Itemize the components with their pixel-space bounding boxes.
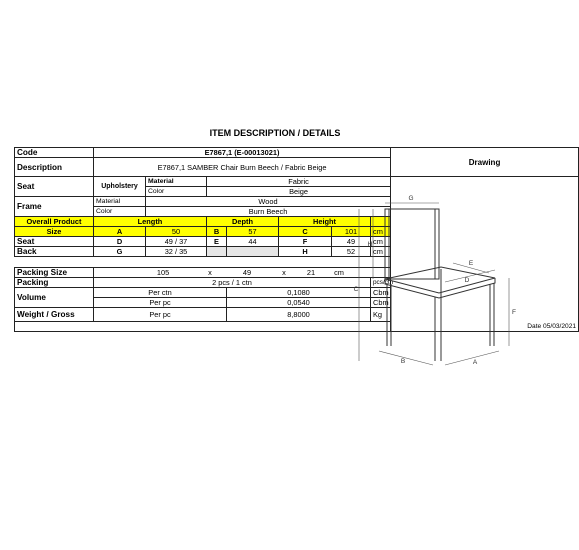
seat-material-value: Fabric bbox=[207, 177, 391, 187]
volume-per-ctn-unit: Cbm bbox=[371, 288, 391, 298]
seat-color-label: Color bbox=[146, 187, 207, 197]
volume-per-pc-value: 0,0540 bbox=[227, 298, 371, 308]
dim-f-letter: F bbox=[279, 237, 332, 247]
volume-per-pc-label: Per pc bbox=[94, 298, 227, 308]
dim-e-letter: E bbox=[207, 237, 227, 247]
overall-label: Overall Product bbox=[15, 217, 94, 227]
label-a: A bbox=[472, 359, 478, 366]
dim-e-value: 44 bbox=[227, 237, 279, 247]
volume-label: Volume bbox=[15, 288, 94, 308]
code-value: E7867,1 (E-00013021) bbox=[94, 148, 391, 158]
back-blank-2 bbox=[227, 247, 279, 257]
frame-color-value: Burn Beech bbox=[146, 207, 391, 217]
frame-material-value: Wood bbox=[146, 197, 391, 207]
label-d: D bbox=[464, 277, 470, 284]
frame-label: Frame bbox=[15, 197, 94, 217]
packing-value: 2 pcs / 1 ctn bbox=[94, 278, 371, 288]
label-g: G bbox=[408, 195, 414, 202]
dim-h-value: 52 bbox=[332, 247, 371, 257]
dim-b-letter: B bbox=[207, 227, 227, 237]
frame-color-label: Color bbox=[94, 207, 146, 217]
packing-unit: pcs/ctn bbox=[371, 278, 391, 288]
packing-size-label: Packing Size bbox=[15, 268, 94, 278]
seat-upholstery-label: Upholstery bbox=[94, 177, 146, 197]
back-dims-label: Back bbox=[15, 247, 94, 257]
chair-drawing-svg bbox=[349, 181, 537, 375]
packing-x2: x bbox=[282, 268, 286, 277]
dim-a-letter: A bbox=[94, 227, 146, 237]
seat-material-label: Material bbox=[146, 177, 207, 187]
dim-h-letter: H bbox=[279, 247, 332, 257]
dim-d-letter: D bbox=[94, 237, 146, 247]
seat-color-value: Beige bbox=[207, 187, 391, 197]
seat-label: Seat bbox=[15, 177, 94, 197]
dim-f-value: 49 bbox=[332, 237, 371, 247]
volume-per-pc-unit: Cbm bbox=[371, 298, 391, 308]
spacer-cell bbox=[15, 257, 391, 268]
weight-label: Weight / Gross bbox=[15, 308, 94, 322]
overall-unit: cm bbox=[371, 227, 391, 237]
label-h: H bbox=[367, 241, 373, 248]
back-dims-unit: cm bbox=[371, 247, 391, 257]
dim-b-value: 57 bbox=[227, 227, 279, 237]
packing-size-unit: cm bbox=[334, 268, 344, 277]
dim-d-value: 49 / 37 bbox=[146, 237, 207, 247]
back-blank-1 bbox=[207, 247, 227, 257]
label-b: B bbox=[400, 358, 406, 365]
packing-size-values bbox=[94, 268, 391, 278]
dim-c-letter: C bbox=[279, 227, 332, 237]
volume-per-ctn-label: Per ctn bbox=[94, 288, 227, 298]
date: Date 05/03/2021 bbox=[15, 322, 579, 332]
drawing-label: Drawing bbox=[391, 148, 579, 177]
weight-per-pc-label: Per pc bbox=[94, 308, 227, 322]
description-label: Description bbox=[15, 158, 94, 177]
weight-value: 8,8000 bbox=[227, 308, 371, 322]
code-label: Code bbox=[15, 148, 94, 158]
size-label: Size bbox=[15, 227, 94, 237]
volume-per-ctn-value: 0,1080 bbox=[227, 288, 371, 298]
packing-width: 49 bbox=[242, 268, 252, 277]
chair-drawing bbox=[349, 181, 537, 375]
height-label: Height bbox=[279, 217, 371, 227]
depth-label: Depth bbox=[207, 217, 279, 227]
packing-length: 105 bbox=[156, 268, 170, 277]
packing-height: 21 bbox=[306, 268, 316, 277]
frame-material-label: Material bbox=[94, 197, 146, 207]
dim-g-letter: G bbox=[94, 247, 146, 257]
sheet-title: ITEM DESCRIPTION / DETAILS bbox=[209, 128, 341, 138]
packing-label: Packing bbox=[15, 278, 94, 288]
label-f: F bbox=[512, 309, 516, 316]
code-row bbox=[15, 148, 579, 158]
packing-x1: x bbox=[208, 268, 212, 277]
dim-g-value: 32 / 35 bbox=[146, 247, 207, 257]
dim-c-value: 101 bbox=[332, 227, 371, 237]
seat-dims-label: Seat bbox=[15, 237, 94, 247]
label-c: C bbox=[353, 286, 359, 293]
length-label: Length bbox=[94, 217, 207, 227]
dim-a-value: 50 bbox=[146, 227, 207, 237]
description-value: E7867,1 SAMBER Chair Burn Beech / Fabric Beige bbox=[94, 158, 391, 177]
seat-dims-unit: cm bbox=[371, 237, 391, 247]
label-e: E bbox=[468, 260, 474, 267]
weight-unit: Kg bbox=[371, 308, 391, 322]
